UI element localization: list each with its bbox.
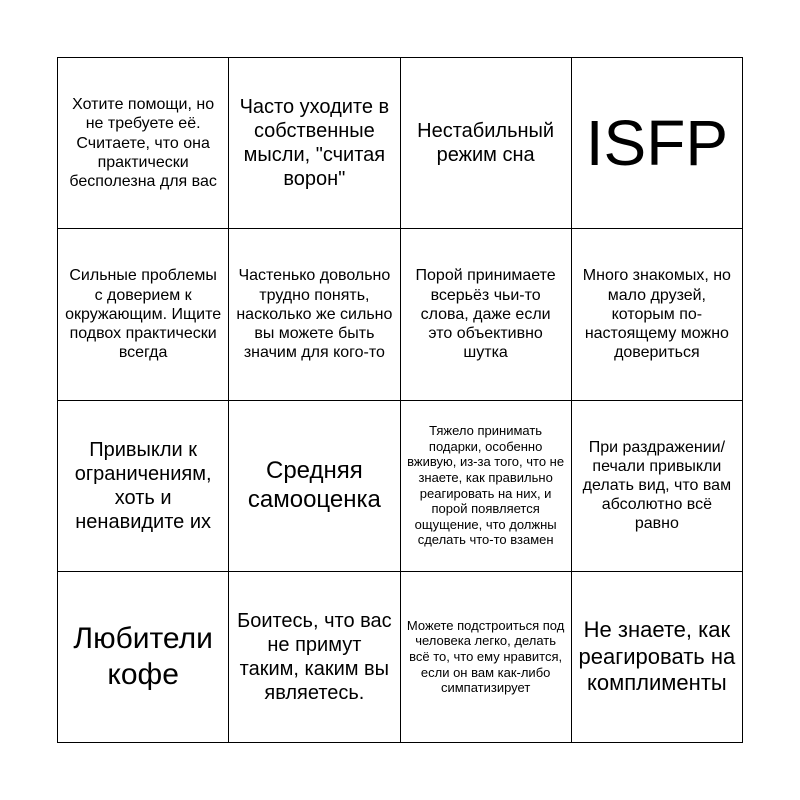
bingo-cell[interactable]	[572, 572, 743, 743]
bingo-cell-text: Можете подстроиться под человека легко, делать всё то, что ему нравится, если он вам как-либо симпатизирует	[406, 617, 565, 696]
bingo-cell-text: Сильные проблемы с доверием к окружающим. Ищите подвох практически всегда	[65, 267, 222, 362]
bingo-cell[interactable]	[58, 401, 229, 572]
bingo-cell[interactable]	[572, 58, 743, 229]
bingo-cell-text: Не знаете, как реагировать на комплименты	[578, 617, 736, 696]
bingo-cell-text: Нестабильный режим сна	[417, 120, 555, 167]
bingo-cell-text: Любители кофе	[73, 621, 213, 691]
bingo-cell[interactable]	[58, 229, 229, 400]
bingo-cell[interactable]	[401, 229, 572, 400]
bingo-cell-text: Средняя самооценка	[247, 456, 381, 513]
bingo-board	[57, 57, 743, 743]
bingo-cell[interactable]	[229, 401, 400, 572]
bingo-cell-text: Тяжело принимать подарки, особенно вживую, из-за того, что не знаете, как правильно реагировать на них, и порой появляется ощущение, что должны сделать что-то взамен	[407, 423, 565, 548]
bingo-cell-text: Привыкли к ограничениям, хоть и ненавидите их	[74, 438, 212, 533]
bingo-cell[interactable]	[401, 572, 572, 743]
bingo-cell-text: При раздражении/ печали привыкли делать вид, что вам абсолютно всё равно	[582, 438, 732, 533]
bingo-cell[interactable]	[58, 572, 229, 743]
bingo-cell[interactable]	[229, 58, 400, 229]
bingo-cell-text: Часто уходите в собственные мысли, "считая ворон"	[239, 96, 390, 191]
bingo-cell[interactable]	[401, 401, 572, 572]
bingo-cell[interactable]	[229, 572, 400, 743]
bingo-cell-text: Много знакомых, но мало друзей, которым по-настоящему можно довериться	[582, 267, 731, 362]
bingo-cell-text: Частенько довольно трудно понять, насколько же сильно вы можете быть значим для кого-то	[236, 267, 393, 362]
bingo-cell-text: Хотите помощи, но не требуете её. Считаете, что она практически бесполезна для вас	[69, 96, 217, 190]
bingo-cell-text: Боитесь, что вас не примут таким, каким вы являетесь.	[237, 609, 392, 704]
bingo-cell[interactable]	[229, 229, 400, 400]
bingo-cell-text: Порой принимаете всерьёз чьи-то слова, даже если это объективно шутка	[415, 267, 556, 362]
bingo-cell[interactable]	[572, 229, 743, 400]
bingo-cell[interactable]	[401, 58, 572, 229]
bingo-cell[interactable]	[58, 58, 229, 229]
bingo-cell-text: ISFP	[585, 106, 728, 179]
bingo-cell[interactable]	[572, 401, 743, 572]
